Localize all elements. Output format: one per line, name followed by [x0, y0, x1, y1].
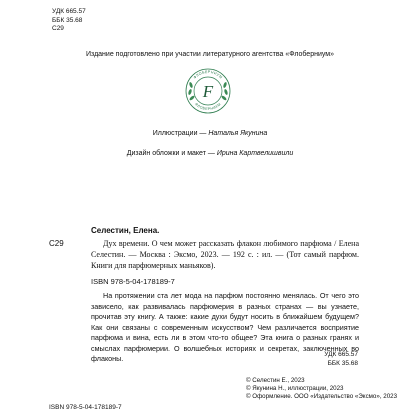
- logo-top-text: ФЛОБЕРНИУМ: [192, 69, 224, 80]
- logo-letter: F: [202, 82, 214, 101]
- copyright-block: [246, 377, 397, 402]
- bottom-isbn: ISBN 978-5-04-178189-7: [49, 404, 122, 411]
- bib-author-mark: С29: [49, 239, 64, 248]
- floberium-agency-logo-icon: [182, 64, 234, 118]
- design-role: Дизайн обложки и макет —: [126, 150, 217, 157]
- catalog-codes: [52, 8, 86, 34]
- bib-description: [91, 238, 359, 272]
- copyright-line: © Селестин Е., 2023: [246, 377, 305, 384]
- bib-description-text: Дух времени. О чем может рассказать флакон любимого парфюма / Елена Селестин. — Москва : Эксмо, 2023. — 192 с. : ил. — (Тот самый парфюм. Книги для парфюмерных маньяков).: [91, 239, 359, 271]
- author-mark: С29: [52, 25, 64, 32]
- bbk-code: ББК 35.68: [52, 16, 83, 24]
- design-credit: [0, 150, 420, 157]
- publish-note: Издание подготовлено при участии литературного агентства «Флоберниум»: [85, 51, 334, 58]
- copyright-line: © Якунина Н., иллюстрации, 2023: [246, 385, 344, 393]
- illustrations-credit: [0, 130, 420, 137]
- bottom-bbk-code: ББК 35.68: [327, 359, 358, 367]
- bib-isbn: ISBN 978-5-04-178189-7: [91, 277, 175, 286]
- bottom-udk-code: УДК 665.57: [324, 351, 358, 358]
- illustrations-person: Наталья Якунина: [208, 130, 268, 137]
- bottom-catalog-codes: [324, 351, 358, 368]
- design-person: Ирина Картвелишвили: [216, 150, 294, 157]
- bib-author: Селестин, Елена.: [91, 226, 160, 235]
- illustrations-role: Иллюстрации —: [152, 130, 209, 137]
- annotation: [91, 291, 359, 365]
- logo-bottom-text: ФЛОБЕРНИУМ: [194, 102, 222, 112]
- annotation-text: На протяжении ста лет мода на парфюм постоянно менялась. От чего это зависело, как развивалась парфюмерия в разных странах — вы узнаете, прочитав эту книгу. А также: какие духи будут носить в ближайшем будущем? Как они связаны с современным искусством? Чем различается восприятие парфюма и вина, есть ли в этом что-то общее? Эта книга о разных гранях и смыслах парфюмерии. О волшебных историях и секретах, заключенных во флаконы.: [91, 291, 359, 363]
- copyright-line: © Оформление. ООО «Издательство «Эксмо», 2023: [246, 393, 398, 401]
- udk-code: УДК 665.57: [52, 8, 86, 15]
